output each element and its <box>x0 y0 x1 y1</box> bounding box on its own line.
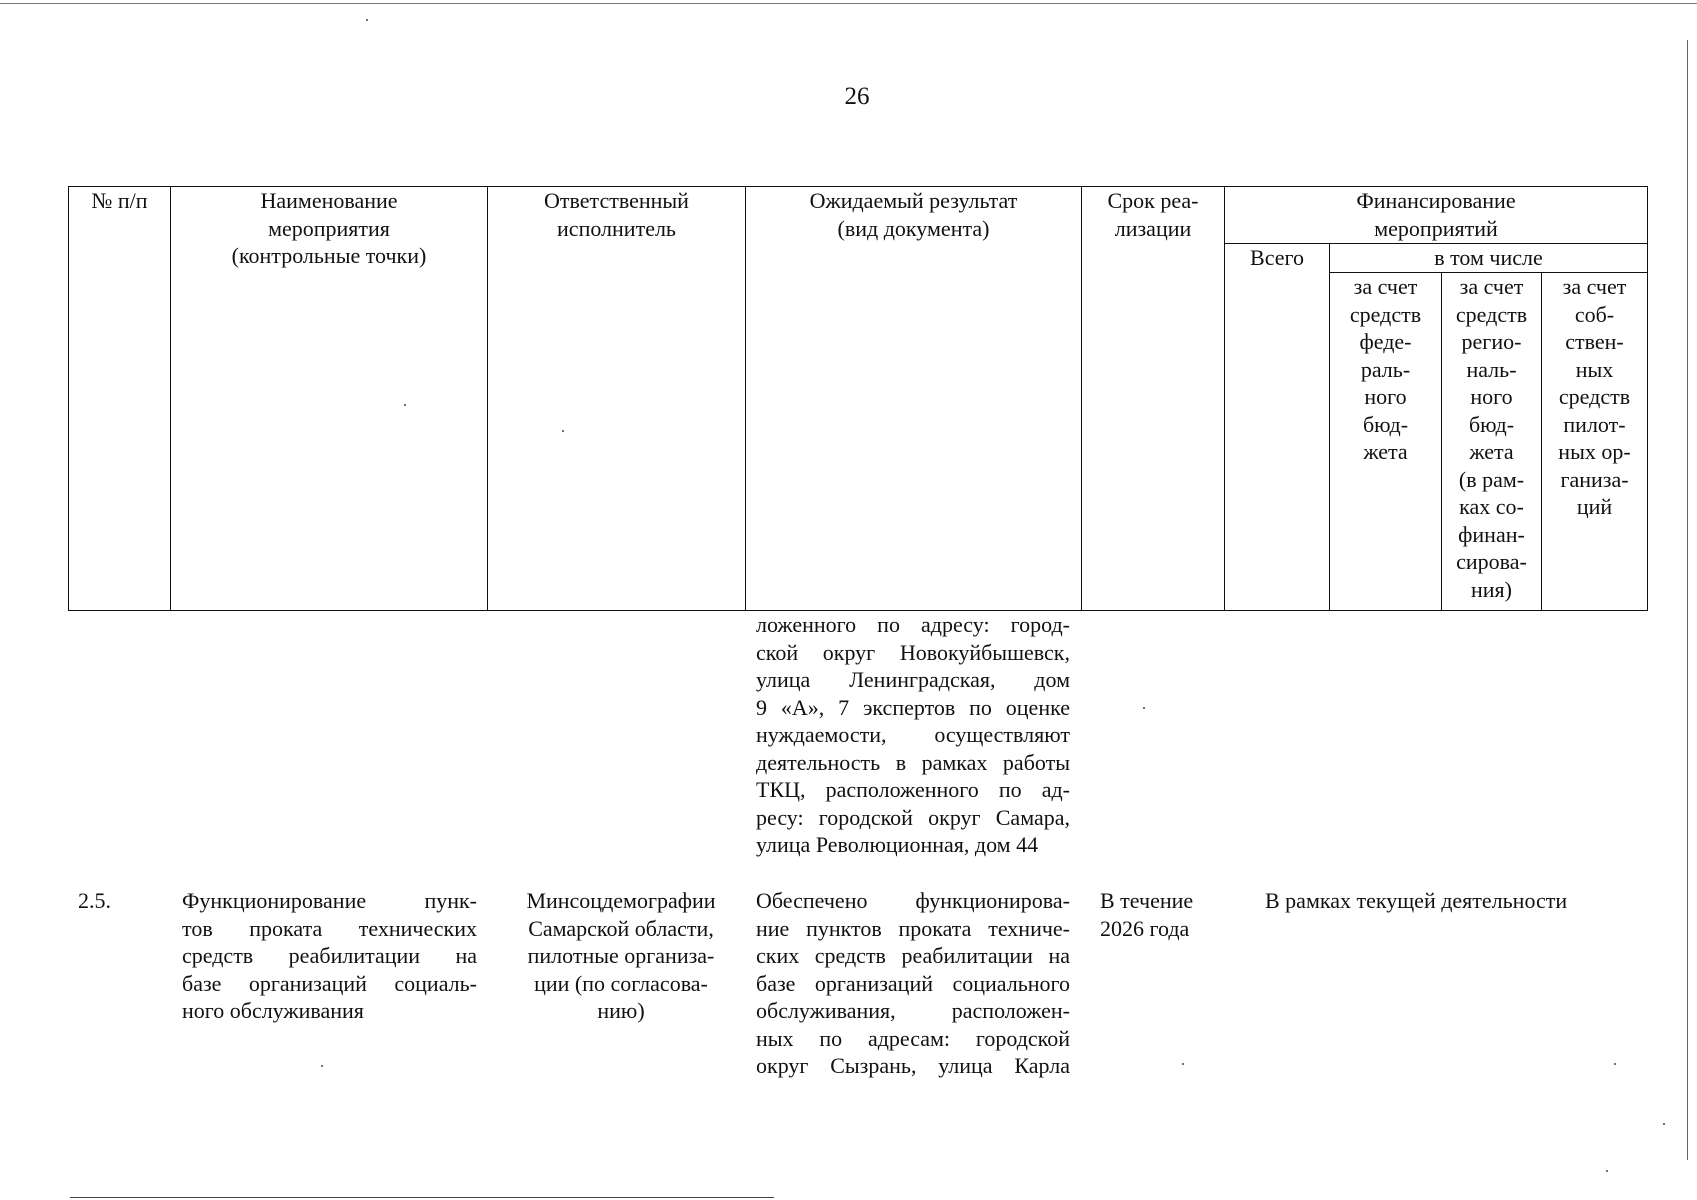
header-number: № п/п <box>69 187 171 611</box>
row-expected-result <box>756 887 1070 1080</box>
text-line: улица Ленинградская, дом <box>756 667 1070 692</box>
text-line: ние пунктов проката техниче- <box>756 915 1070 941</box>
text-line: средств реабилитации на <box>182 943 477 968</box>
text-line: ложенного по адресу: город- <box>756 612 1070 637</box>
header-financing: Финансирование мероприятий <box>1225 187 1648 244</box>
text-line: обслуживания, расположен- <box>756 998 1070 1023</box>
row-number: 2.5. <box>78 888 111 913</box>
footnote-separator <box>70 1197 774 1198</box>
row-financing: В рамках текущей деятельности <box>1265 888 1568 913</box>
text-line: округ Сызрань, улица Карла <box>756 1053 1070 1078</box>
row-executor <box>508 887 734 1025</box>
text-line: деятельность в рамках работы <box>756 749 1070 775</box>
header-including: в том числе <box>1330 244 1648 273</box>
row-term: В течение 2026 года <box>1100 888 1194 941</box>
text-line: ской округ Новокуйбышевск, <box>756 639 1070 665</box>
header-regional-budget: за счет средств регио- наль- ного бюд- жета (в рам- ках со- финан- сирова- ния) <box>1442 273 1542 611</box>
row-event-name <box>182 887 477 1025</box>
text-line: 9 «А», 7 экспертов по оценке <box>756 694 1070 720</box>
scan-speck <box>1606 1170 1608 1172</box>
header-own-funds: за счет соб- ствен- ных средств пилот- ных ор- ганиза- ций <box>1542 273 1648 611</box>
continuation-result-text <box>756 611 1070 859</box>
header-executor: Ответственный исполнитель <box>488 187 746 611</box>
scan-speck <box>1182 1063 1184 1065</box>
scan-speck <box>321 1065 323 1067</box>
text-line: ресу: городской округ Самара, <box>756 804 1070 830</box>
text-line: базе организаций социального <box>756 970 1070 996</box>
header-event-name: Наименование мероприятия (контрольные точки) <box>171 187 488 611</box>
text-line: базе организаций социаль- <box>182 970 477 996</box>
text-line: ТКЦ, расположенного по ад- <box>756 777 1070 802</box>
header-federal-budget: за счет средств феде- раль- ного бюд- жета <box>1330 273 1442 611</box>
scan-speck <box>1663 1123 1665 1125</box>
page-number: 26 <box>844 83 870 110</box>
text-line: улица Революционная, дом 44 <box>756 832 1039 857</box>
text-line: Функционирование пунк- <box>182 888 477 913</box>
text-line: ции (по согласова- <box>534 970 708 996</box>
text-line: пилотные организа- <box>527 943 715 968</box>
text-line: тов проката технических <box>182 915 477 941</box>
header-total: Всего <box>1225 244 1330 611</box>
text-line: нию) <box>597 998 645 1023</box>
text-line: Обеспечено функционирова- <box>756 888 1070 913</box>
header-expected-result: Ожидаемый результат (вид документа) <box>746 187 1082 611</box>
text-line: ских средств реабилитации на <box>756 943 1070 968</box>
scan-right-edge-line <box>1687 40 1688 1160</box>
scan-speck <box>366 19 368 21</box>
text-line: ного обслуживания <box>182 998 364 1023</box>
scan-speck <box>1143 707 1145 709</box>
table-header <box>68 186 1648 611</box>
text-line: Минсоцдемографии <box>526 888 716 913</box>
scan-speck <box>1614 1063 1616 1065</box>
text-line: Самарской области, <box>528 915 714 941</box>
text-line: ных по адресам: городской <box>756 1025 1070 1051</box>
scan-top-line <box>0 3 1697 4</box>
header-term: Срок реа- лизации <box>1082 187 1225 611</box>
text-line: нуждаемости, осуществляют <box>756 722 1070 747</box>
